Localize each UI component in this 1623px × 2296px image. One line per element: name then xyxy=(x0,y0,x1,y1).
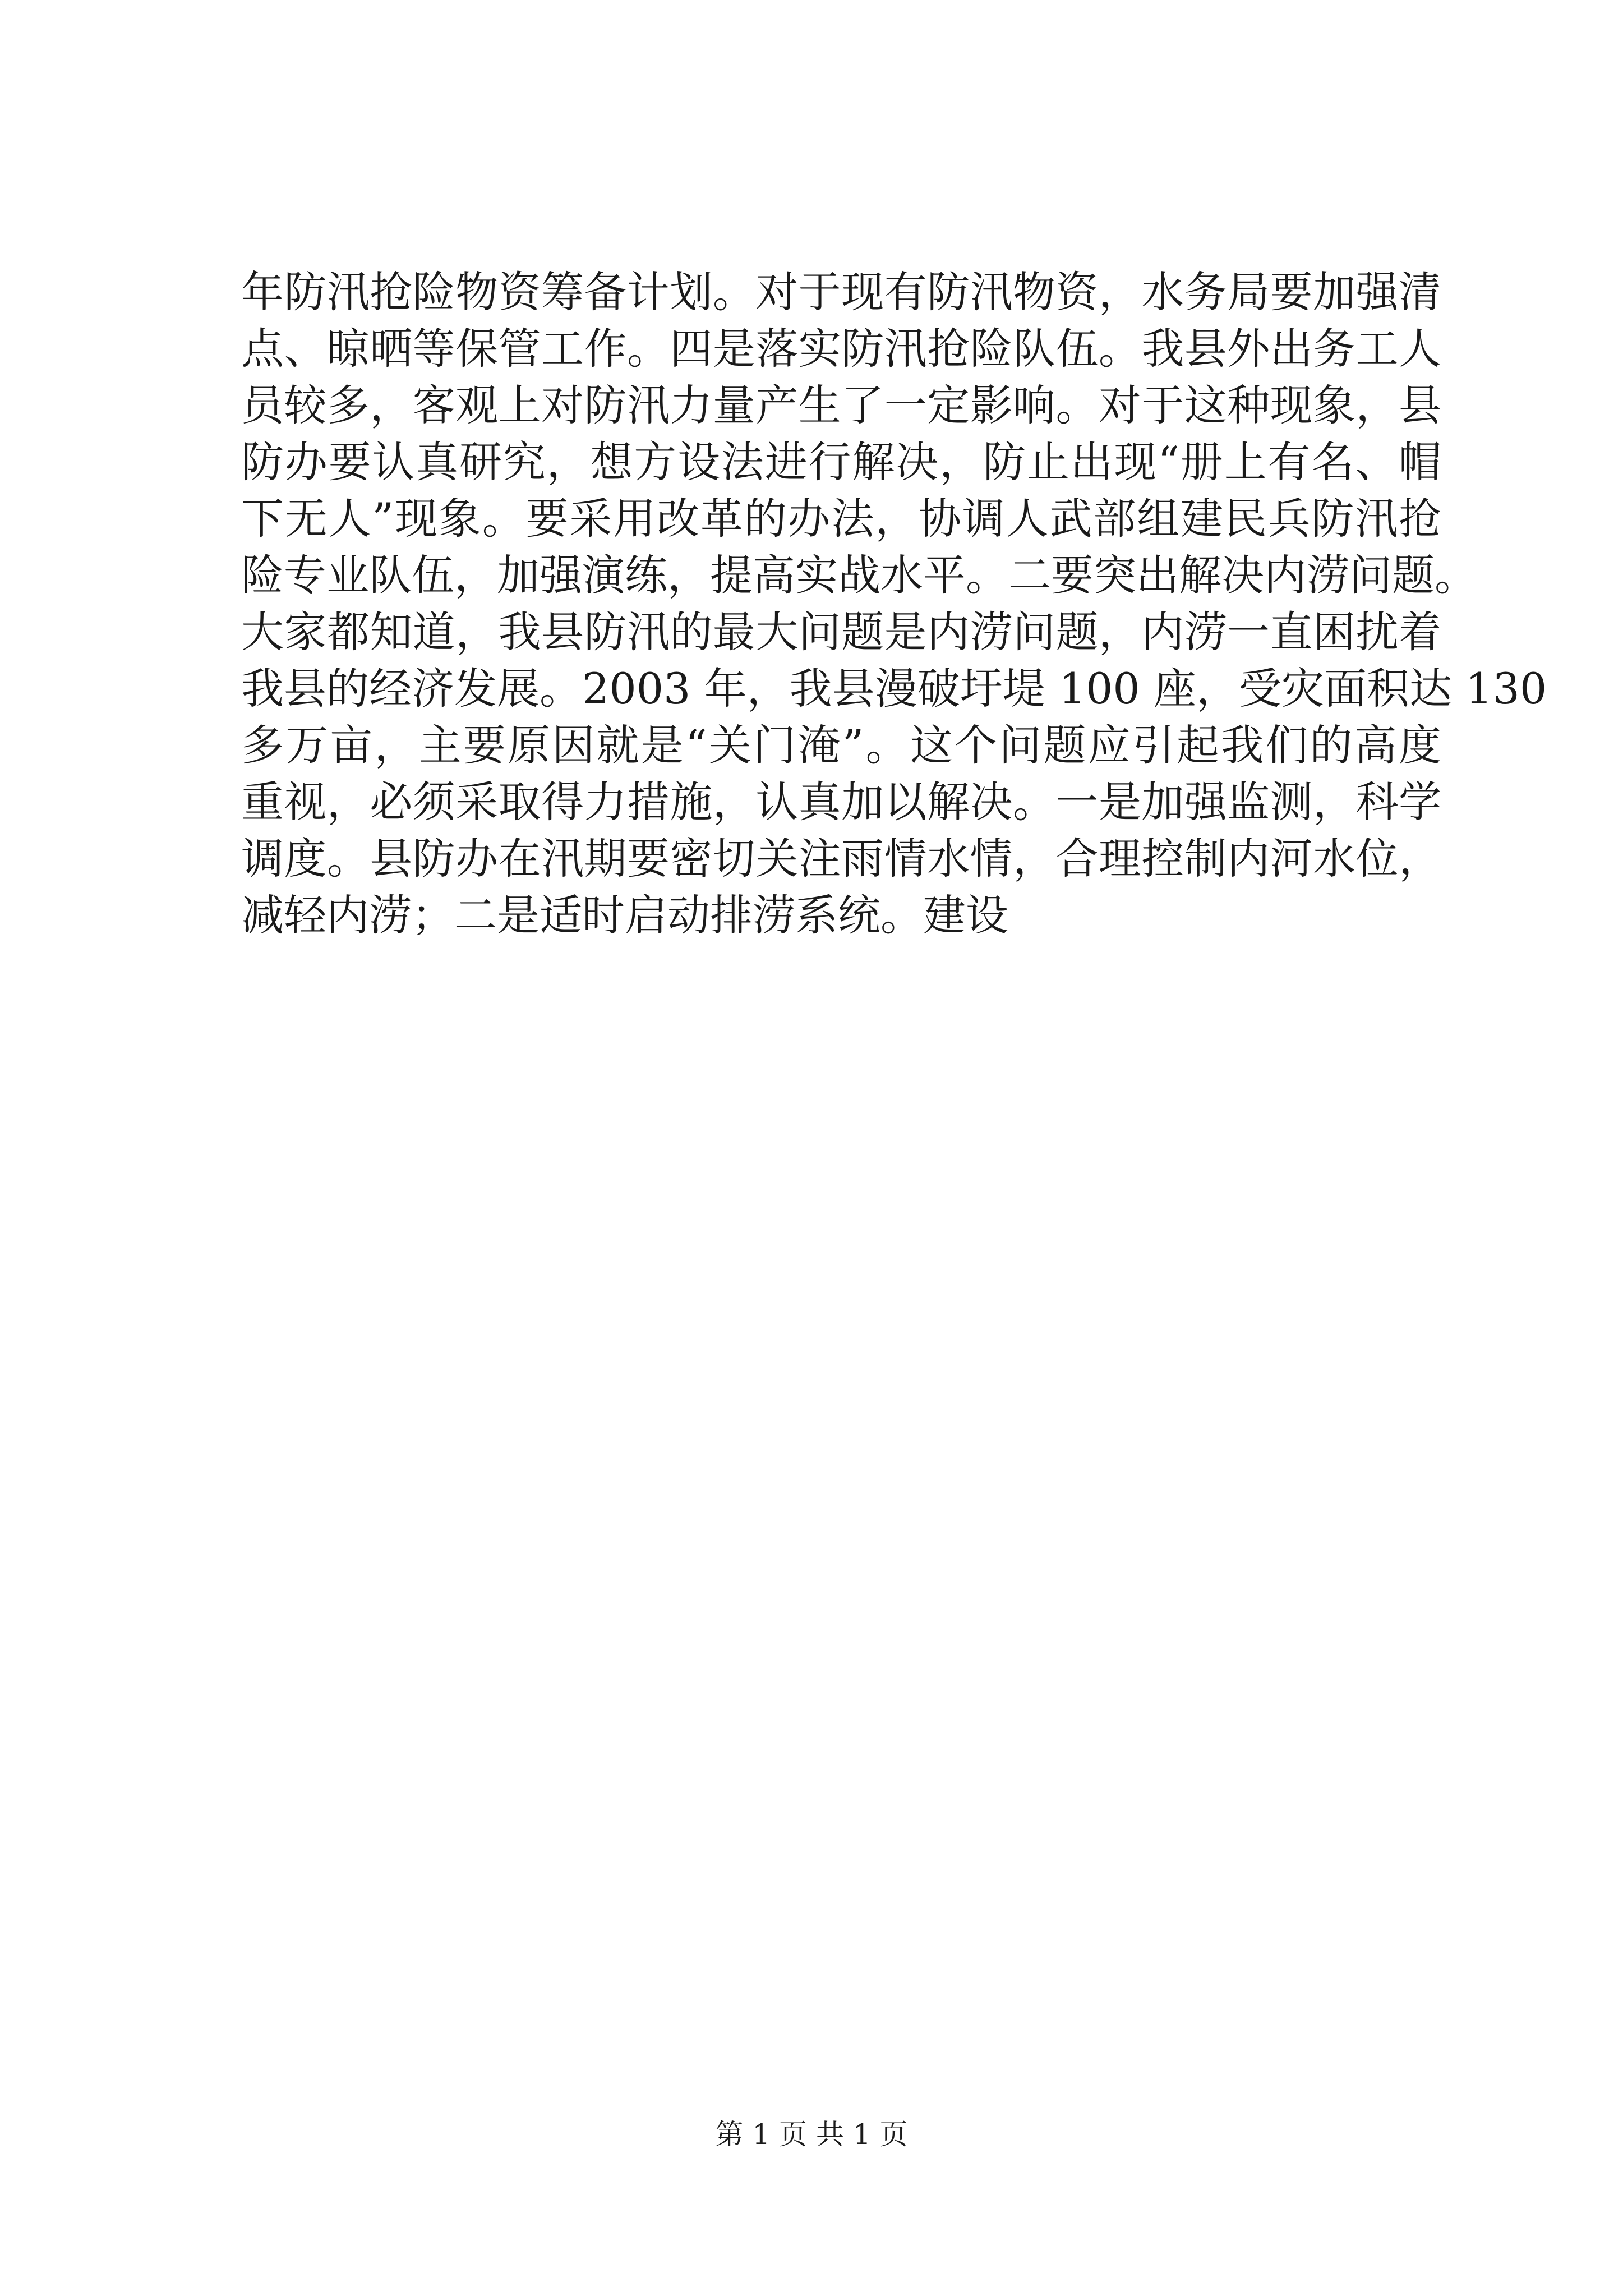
text-line: 多万亩，主要原因就是“关门淹”。这个问题应引起我们的高度 xyxy=(241,720,1441,770)
text-line: 险专业队伍，加强演练，提高实战水平。二要突出解决内涝问题。 xyxy=(241,550,1477,600)
body-text xyxy=(241,264,1547,944)
text-line: 减轻内涝；二是适时启动排涝系统。建设 xyxy=(241,890,1008,940)
text-line: 重视，必须采取得力措施，认真加以解决。一是加强监测，科学 xyxy=(241,777,1441,827)
text-line: 大家都知道，我县防汛的最大问题是内涝问题，内涝一直困扰着 xyxy=(241,607,1441,657)
text-line: 员较多，客观上对防汛力量产生了一定影响。对于这种现象，县 xyxy=(241,380,1441,430)
text-line: 点、晾晒等保管工作。四是落实防汛抢险队伍。我县外出务工人 xyxy=(241,324,1441,374)
text-line: 我县的经济发展。2003 年，我县漫破圩堤 100 座，受灾面积达 130 xyxy=(241,664,1547,714)
text-line: 防办要认真研究，想方设法进行解决，防止出现“册上有名、帽 xyxy=(241,437,1441,487)
text-line: 下无人”现象。要采用改革的办法，协调人武部组建民兵防汛抢 xyxy=(241,494,1441,544)
page-footer: 第 1 页 共 1 页 xyxy=(715,2118,908,2151)
text-line: 调度。县防办在汛期要密切关注雨情水情，合理控制内河水位， xyxy=(241,834,1441,884)
text-line: 年防汛抢险物资筹备计划。对于现有防汛物资，水务局要加强清 xyxy=(241,267,1441,317)
